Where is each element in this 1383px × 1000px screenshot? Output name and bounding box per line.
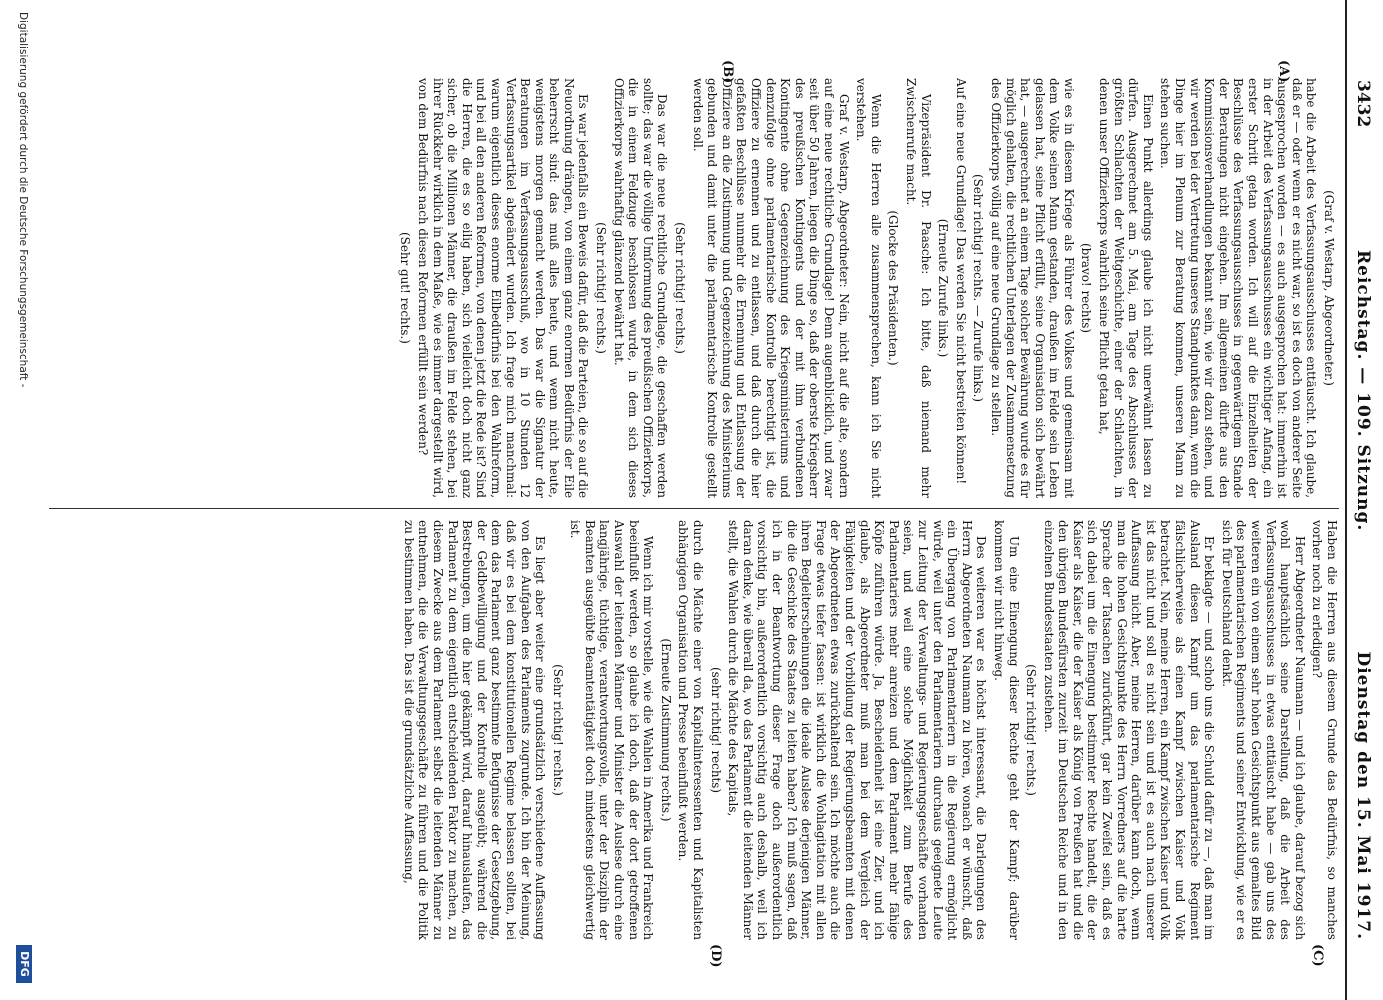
paragraph: Herr Abgeordneter Naumann — und ich glaube, darauf bezog sich wohl hauptsächlich seine Darstellung, daß die Arbeit des Verfassungsausschusses in etwas enttäuscht habe — gab uns des weiteren ein von einem sehr hohen Gesichtspunkt aus gemaltes Bild des parlamentarischen Regiments und seiner Entwicklung, wie er es sich für Deutschland denkt.	[1219, 520, 1307, 940]
margin-marker-c: (C)	[1310, 944, 1325, 967]
page-header	[1345, 0, 1375, 1000]
interjection: (Erneute Zurufe links.)	[936, 218, 951, 358]
interjection: (Sehr richtig! rechts.)	[673, 222, 688, 354]
paragraph: Graf v. Westarp, Abgeordneter: Nein, nicht auf die alte, sondern auf eine neue rechtliche Grundlage! Denn augenblicklich, und zwar seit über 50 Jahren, liegen die Dinge so, daß der oberste Kriegsherr des preußischen Kontingents und der mit ihm verbundenen Kontingente ohne Gegenzeichnung des Kriegsministeriums und demzufolge ohne parlamentarische Kontrolle berechtigt ist, die Offiziere zu ernennen und zu entlassen, und daß durch die hier gefaßten Beschlüsse nunmehr die Ernennung und Entlassung der Offiziere an die Zustimmung und Gegenzeichnung des Ministeriums gebunden und damit unter die parlamentarische Kontrolle gestellt werden soll.	[690, 78, 851, 498]
digitization-footer	[11, 0, 33, 1000]
margin-marker-a: (A)	[1276, 60, 1291, 83]
interjection: (Glocke des Präsidenten.)	[886, 210, 901, 366]
interjection: (Sehr richtig! rechts. — Zurufe links.)	[971, 173, 986, 403]
paragraph: Des weiteren war es höchst interessant, die Darlegungen des Herrn Abgeordneten Naumann zu hören, wonach er wünscht, daß ein Übergang von Parlamentariern in die Regierung ermöglicht würde, weil unter den Parlamentariern durchaus geeignete Leute zur Leitung der Verwaltungs- und Regierungsgeschäfte vorhanden seien, und weil eine solche Möglichkeit zum Berufe des Parlamentariers mehr anreizen und dem Parlament mehr fähige Köpfe zuführen würde. Ja, Bescheidenheit ist eine Zier, und ich glaube, als Abgeordneter muß man bei dem Vergleich der Fähigkeiten und der Vorbildung der Regierungsbeamten mit denen der Abgeordneten etwas zurückhaltend sein. Ich möchte auch die Frage etwas tiefer fassen: ist wirklich die Wohlagitation mit allen ihren Begleiterscheinungen die ideale Auslese derjenigen Männer, die die Geschicke des Staates zu leiten haben? Ich muß sagen, daß ich in der Beantwortung dieser Frage doch außerordentlich vorsichtig bin, außerordentlich vorsichtig auch deshalb, weil ich daran denke, wie überall da, wo das Parlament die leitenden Männer stellt, die Wahlen durch die Mächte des Kapitals,	[726, 520, 989, 940]
paragraph: habe die Arbeit des Verfassungsausschusses enttäuscht. Ich glaube, daß er — oder wenn er es nicht war, so ist es doch von anderer Seite ausgesprochen worden — es auch ausgesprochen hat: immerhin ist in der Arbeit des Verfassungsausschusses ein wichtiger Anfang, ein erster Schritt getan worden. Ich will auf die Einzelheiten der Beschlüsse des Verfassungsausschusses in gegenwärtigem Stande der Beratungen nicht eingehen. Im allgemeinen dürfte aus den Kommissionsverhandlungen bekannt sein, wie wir dazu stehen, und wir werden bei der Vertretung unseres Standpunktes dann, wenn die Dinge hier im Plenum zur Beratung kommen, unseren Mann zu stehen suchen.	[1158, 78, 1319, 498]
interjection: (Erneute Zustimmung rechts.)	[658, 638, 673, 822]
paragraph: Es war jedenfalls ein Beweis dafür, daß die Parteien, die so auf die Neuordnung drängen, von einem ganz enormen Bedürfnis der Eile beherrscht sind: das muß alles heute, und wenn nicht heute, wenigstens morgen gemacht werden. Das war die Signatur der Beratungen im Verfassungsausschuß, wo in 10 Stunden 12 Verfassungsartikel abgeändert wurden. Ich frage mich manchmal: warum eigentlich dieses enorme Eilbedürfnis bei den Wahlreform, und bei all den anderen Reformen, von denen jetzt die Rede ist? Sind die Herren, die es so eilig haben, sich vielleicht doch nicht ganz sicher, ob die Millionen Männer, die draußen im Felde stehen, bei ihrer Rückkehr wirklich in dem Maße, wie es immer dargestellt wird, von dem Bedürfnis nach diesen Reformen erfüllt sein werden?	[415, 78, 591, 498]
interjection: (Sehr richtig! rechts.)	[594, 222, 609, 354]
interjection: (Sehr gut! rechts.)	[398, 232, 413, 344]
paragraph: Es liegt aber weiter eine grundsätzlich verschiedene Auffassung von den Aufgaben des Parlaments zugrunde. Ich bin der Meinung, daß wir es bei dem konstitutionellen Regime belassen sollten, bei dem das Parlament ganz bestimmte Befugnisse der Gesetzgebung, der Geldbewilligung und der Kontrolle ausgeübt; während die Bestrebungen, um die hier gekämpft wird, darauf hinauslaufen, das Parlament zu dem eigentlich entscheidenden Faktor zu machen, zu diesem Zwecke aus dem Parlament selbst die leitenden Männer zu entnehmen, die die Verwaltungsgeschäfte zu führen und die Politik zu bestimmen haben. Das ist die grundsätzliche Auffassung,	[401, 520, 548, 940]
margin-marker-b: (B)	[720, 60, 735, 84]
paragraph: Auf eine neue Grundlage! Das werden Sie nicht bestreiten können!	[953, 78, 968, 485]
page-number: 3432	[1353, 80, 1373, 128]
funding-credit: Digitalisierung gefördert durch die Deutsche Forschungsgemeinschaft -	[17, 12, 29, 388]
dfg-logo: DFG	[16, 945, 32, 983]
interjection: (bravo! rechts)	[1079, 242, 1094, 334]
session-date: Dienstag den 15. Mai 1917.	[1353, 651, 1373, 940]
paragraph: wie es in diesem Kriege als Führer des Volkes und gemeinsam mit dem Volke seinen Mann gestanden, draußen im Felde sein Leben gelassen hat, seine Pflicht erfüllt, seine Organisation sich bewährt hat, — ausgerechnet an einem Tage solcher Bewährung wurde es für möglich gehalten, die rechtlichen Unterlagen der Zusammensetzung des Offizierkorps völlig auf eine neue Grundlage zu stellen.	[988, 78, 1076, 498]
paragraph: Das war die neue rechtliche Grundlage, die geschaffen werden sollte; das war die völlige Umformung des preußischen Offizierkorps, die in einem Feldzuge beschlossen wurde, in dem sich dieses Offizierkorps wahrhaftig glänzend bewährt hat.	[611, 78, 670, 498]
column-divider	[49, 508, 1339, 509]
paragraph: Wenn die Herren alle zusammensprechen, kann ich Sie nicht verstehen.	[854, 78, 883, 498]
paragraph: Um eine Einengung dieser Rechte geht der Kampf; darüber kommen wir nicht hinweg.	[991, 520, 1021, 940]
margin-marker-d: (D)	[708, 944, 723, 968]
paragraph: Er beklagte — und schob uns die Schuld dafür zu —, daß man im Ausland diesen Kampf um das parlamentarische Regiment fälschlicherweise als einen Kampf zwischen Kaiser und Volk betrachtet. Nein, meine Herren, ein Kampf zwischen Kaiser und Volk ist das nicht und soll es nicht sein und ist es auch nach unserer Auffassung nicht. Aber, meine Herren, darüber kann doch, wenn man die hohen Gesichtspunkte des Herrn Vorredners auf die harte Sprache der Tatsachen zurückführt, gar kein Zweifel sein, daß es sich dabei um die Einengung bestimmter Rechte handelt, die der Kaiser als Kaiser, die der Kaiser als König von Preußen hat und die den übrigen Bundesfürsten zurzeit im Deutschen Reiche und in den einzelnen Bundesstaaten zustehen.	[1041, 520, 1217, 940]
interjection: (Sehr richtig! rechts.)	[1024, 664, 1039, 796]
interjection: (sehr richtig! rechts)	[708, 666, 723, 793]
paragraph: Vizepräsident Dr. Paasche: Ich bitte, daß niemand mehr Zwischenrufe macht.	[903, 78, 933, 498]
paragraph: durch die Mächte einer von Kapitalinteressenten und Kapitalisten abhängigen Organisation und Presse beeinflußt werden.	[676, 520, 706, 940]
interjection: (Sehr richtig! rechts.)	[550, 664, 565, 796]
paragraph: Wenn ich mir vorstelle, wie die Wahlen in Amerika und Frankreich beeinflußt werden, so glaube ich doch, daß der dort getroffenen Auswahl der leitenden Männer und Minister die Auslese durch eine langjährige, tüchtige, verantwortungsvolle, unter der Disziplin der Beamten ausgeübte Beamtentätigkeit doch mindestens gleichwertig ist.	[568, 520, 656, 940]
right-column	[49, 520, 1339, 940]
paragraph: Haben die Herren aus diesem Grunde das Bedürfnis, so manches vorher noch zu erledigen?	[1310, 520, 1339, 940]
speaker-continuation: (Graf v. Westarp, Abgeordneter.)	[1322, 190, 1336, 386]
session-title: Reichstag. — 109. Sitzung.	[1353, 250, 1373, 532]
paragraph: Einen Punkt allerdings glaube ich nicht unerwähnt lassen zu dürfen. Ausgerechnet am 5. Mai, am Tage des Abschlusses der größten Schlachten der Weltgeschichte, einer der Schlachten, in denen unser Offizierkorps wahrlich seine Pflicht getan hat,	[1097, 78, 1155, 498]
left-column	[49, 78, 1339, 498]
